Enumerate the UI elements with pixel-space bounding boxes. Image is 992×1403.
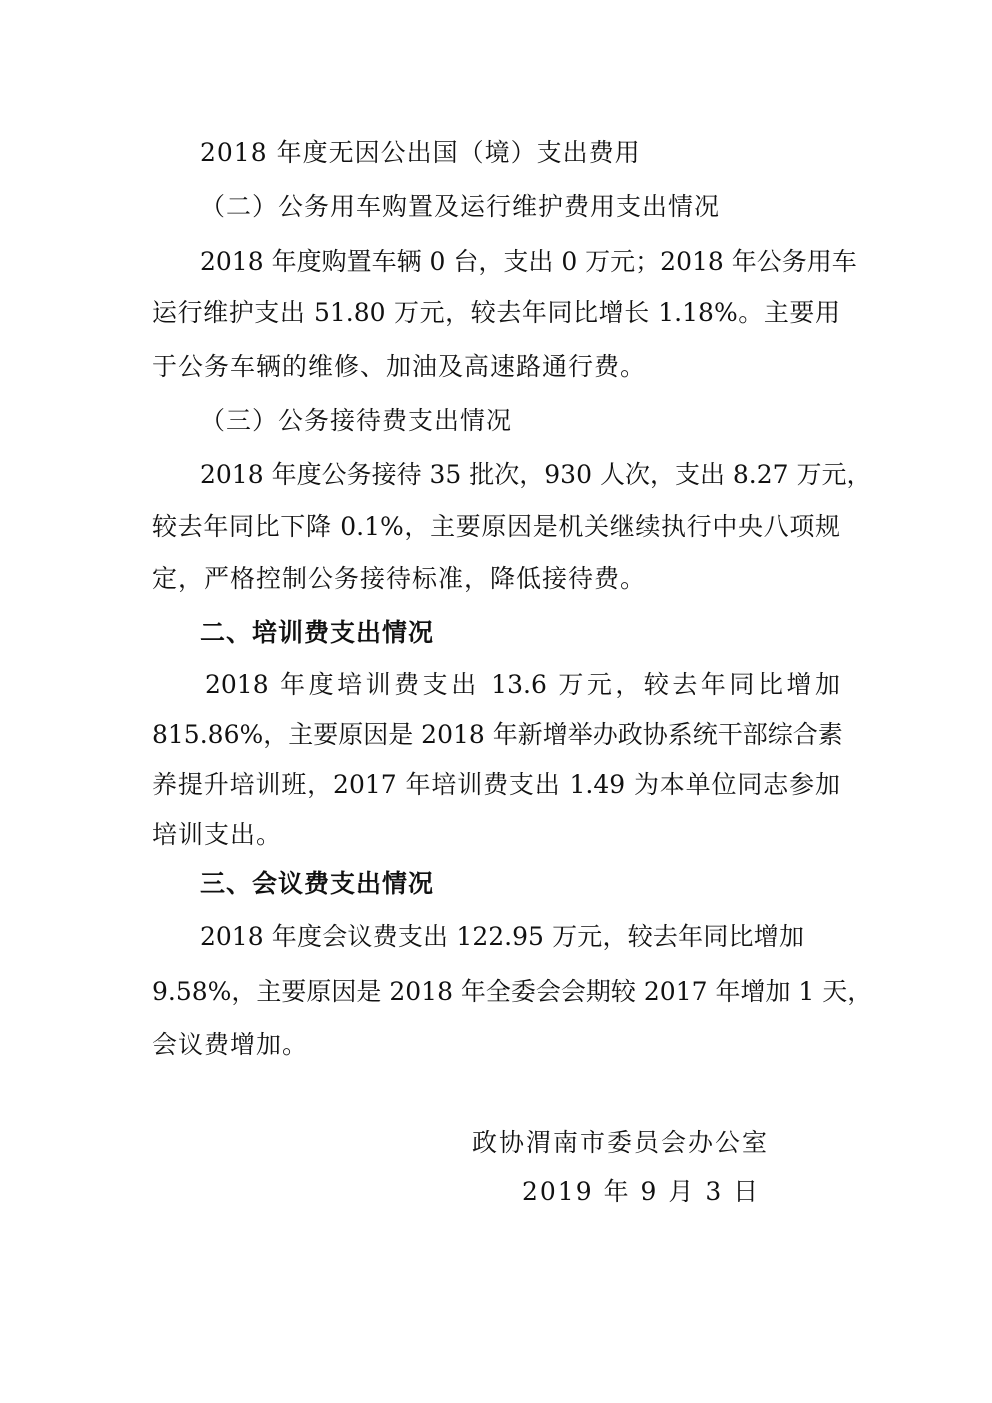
paragraph-line: 养提升培训班，2017 年培训费支出 1.49 为本单位同志参加 xyxy=(152,770,840,799)
paragraph-line: 815.86%，主要原因是 2018 年新增举办政协系统干部综合素 xyxy=(152,720,843,749)
paragraph-line: 2018 年度会议费支出 122.95 万元，较去年同比增加 xyxy=(200,922,804,951)
section-subheading: （二）公务用车购置及运行维护费用支出情况 xyxy=(200,192,721,221)
paragraph-line: 培训支出。 xyxy=(152,820,283,849)
paragraph-line: 2018 年度培训费支出 13.6 万元，较去年同比增加 xyxy=(205,670,840,699)
paragraph-line: 运行维护支出 51.80 万元，较去年同比增长 1.18%。主要用 xyxy=(152,298,840,327)
paragraph-line: 2018 年度公务接待 35 批次，930 人次，支出 8.27 万元， xyxy=(200,460,872,489)
paragraph-line: 2018 年度无因公出国（境）支出费用 xyxy=(200,138,641,167)
section-subheading: （三）公务接待费支出情况 xyxy=(200,406,513,435)
signature-organization: 政协渭南市委员会办公室 xyxy=(472,1128,770,1157)
signature-date: 2019 年 9 月 3 日 xyxy=(522,1177,761,1206)
paragraph-line: 较去年同比下降 0.1%，主要原因是机关继续执行中央八项规 xyxy=(152,512,840,541)
paragraph-line: 2018 年度购置车辆 0 台，支出 0 万元；2018 年公务用车 xyxy=(200,247,857,276)
paragraph-line: 于公务车辆的维修、加油及高速路通行费。 xyxy=(152,352,647,381)
paragraph-line: 会议费增加。 xyxy=(152,1030,309,1059)
section-heading: 二、培训费支出情况 xyxy=(200,618,435,647)
paragraph-line: 9.58%，主要原因是 2018 年全委会会期较 2017 年增加 1 天， xyxy=(152,977,873,1006)
section-heading: 三、会议费支出情况 xyxy=(200,869,435,898)
paragraph-line: 定，严格控制公务接待标准，降低接待费。 xyxy=(152,564,647,593)
